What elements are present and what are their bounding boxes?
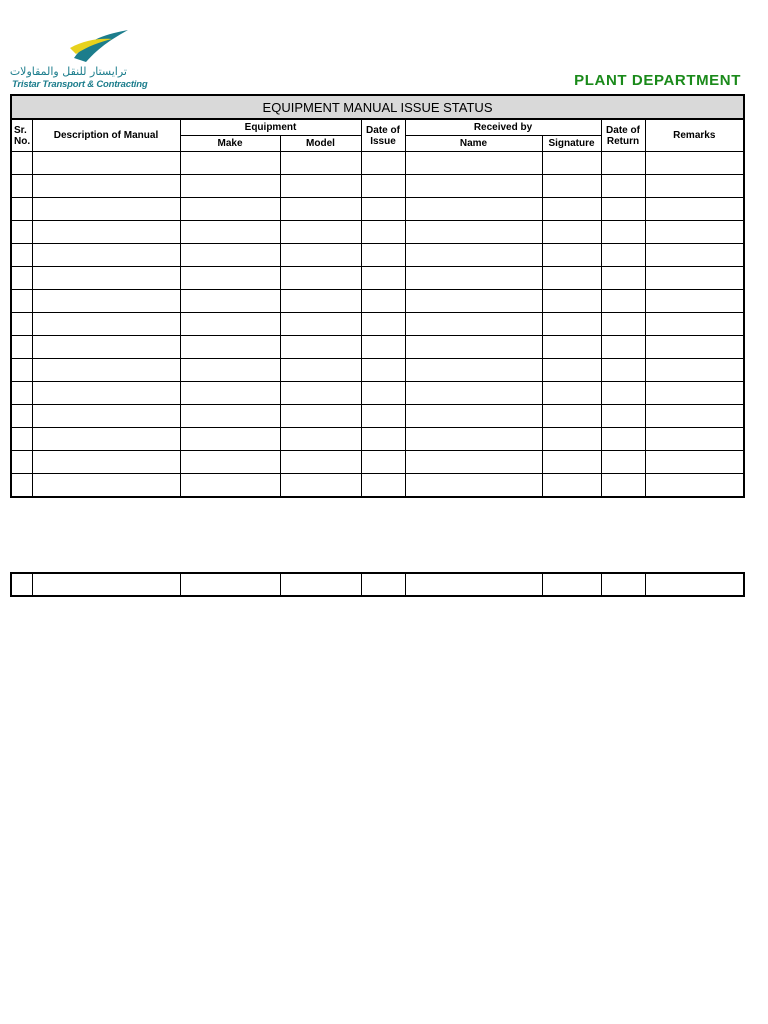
cell-sr-no[interactable] (11, 405, 32, 428)
cell-signature[interactable] (542, 451, 601, 474)
cell-model[interactable] (280, 428, 361, 451)
cell-description[interactable] (32, 198, 180, 221)
cell-date-of-return[interactable] (601, 290, 645, 313)
cell-description[interactable] (32, 451, 180, 474)
cell-remarks[interactable] (645, 451, 744, 474)
cell-name[interactable] (405, 382, 542, 405)
cell-date-of-return[interactable] (601, 267, 645, 290)
cell-description[interactable] (32, 290, 180, 313)
cell-remarks[interactable] (645, 290, 744, 313)
cell-signature[interactable] (542, 313, 601, 336)
cell-name[interactable] (405, 428, 542, 451)
cell-remarks[interactable] (645, 573, 744, 596)
cell-description[interactable] (32, 474, 180, 498)
cell-date-of-return[interactable] (601, 221, 645, 244)
cell-signature[interactable] (542, 198, 601, 221)
cell-make[interactable] (180, 336, 280, 359)
department-title: PLANT DEPARTMENT (574, 72, 741, 89)
cell-signature[interactable] (542, 221, 601, 244)
cell-remarks[interactable] (645, 336, 744, 359)
cell-date-of-issue[interactable] (361, 313, 405, 336)
cell-sr-no[interactable] (11, 198, 32, 221)
cell-make[interactable] (180, 428, 280, 451)
cell-model[interactable] (280, 267, 361, 290)
cell-description[interactable] (32, 221, 180, 244)
cell-name[interactable] (405, 152, 542, 175)
cell-model[interactable] (280, 573, 361, 596)
cell-model[interactable] (280, 198, 361, 221)
cell-signature[interactable] (542, 336, 601, 359)
table-row (11, 313, 744, 336)
header-equipment: Equipment (180, 119, 361, 136)
cell-date-of-issue[interactable] (361, 175, 405, 198)
cell-date-of-issue[interactable] (361, 244, 405, 267)
cell-sr-no[interactable] (11, 244, 32, 267)
cell-date-of-issue[interactable] (361, 573, 405, 596)
table-row (11, 221, 744, 244)
cell-sr-no[interactable] (11, 428, 32, 451)
cell-date-of-issue[interactable] (361, 428, 405, 451)
table-row (11, 451, 744, 474)
cell-date-of-issue[interactable] (361, 474, 405, 498)
cell-sr-no[interactable] (11, 152, 32, 175)
cell-signature[interactable] (542, 290, 601, 313)
cell-date-of-issue[interactable] (361, 290, 405, 313)
header-remarks: Remarks (645, 119, 744, 152)
header-make: Make (180, 136, 280, 152)
cell-signature[interactable] (542, 405, 601, 428)
cell-description[interactable] (32, 405, 180, 428)
cell-make[interactable] (180, 451, 280, 474)
cell-date-of-issue[interactable] (361, 198, 405, 221)
cell-date-of-return[interactable] (601, 451, 645, 474)
header-model: Model (280, 136, 361, 152)
cell-name[interactable] (405, 313, 542, 336)
cell-date-of-return[interactable] (601, 474, 645, 498)
cell-remarks[interactable] (645, 405, 744, 428)
header-signature: Signature (542, 136, 601, 152)
cell-remarks[interactable] (645, 244, 744, 267)
cell-date-of-return[interactable] (601, 359, 645, 382)
cell-model[interactable] (280, 359, 361, 382)
cell-signature[interactable] (542, 244, 601, 267)
cell-remarks[interactable] (645, 198, 744, 221)
cell-date-of-return[interactable] (601, 198, 645, 221)
cell-description[interactable] (32, 428, 180, 451)
cell-model[interactable] (280, 290, 361, 313)
cell-name[interactable] (405, 573, 542, 596)
cell-date-of-return[interactable] (601, 382, 645, 405)
cell-make[interactable] (180, 313, 280, 336)
cell-date-of-issue[interactable] (361, 382, 405, 405)
cell-date-of-return[interactable] (601, 336, 645, 359)
cell-remarks[interactable] (645, 313, 744, 336)
header-date-of-return: Date of Return (601, 119, 645, 152)
cell-description[interactable] (32, 336, 180, 359)
cell-remarks[interactable] (645, 175, 744, 198)
cell-name[interactable] (405, 290, 542, 313)
cell-remarks[interactable] (645, 267, 744, 290)
cell-name[interactable] (405, 336, 542, 359)
cell-model[interactable] (280, 474, 361, 498)
table-row (11, 175, 744, 198)
cell-make[interactable] (180, 573, 280, 596)
manual-issue-table-continued (10, 572, 745, 597)
cell-make[interactable] (180, 267, 280, 290)
table-row (11, 573, 744, 596)
cell-make[interactable] (180, 290, 280, 313)
table-body (11, 152, 744, 498)
header-sr-no: Sr. No. (11, 119, 32, 152)
logo-arabic-name: ترايستار للنقل والمقاولات (9, 65, 127, 78)
table-row (11, 382, 744, 405)
cell-make[interactable] (180, 198, 280, 221)
cell-name[interactable] (405, 221, 542, 244)
cell-name[interactable] (405, 359, 542, 382)
cell-description[interactable] (32, 573, 180, 596)
table-row (11, 405, 744, 428)
cell-description[interactable] (32, 267, 180, 290)
cell-date-of-return[interactable] (601, 244, 645, 267)
cell-date-of-issue[interactable] (361, 267, 405, 290)
cell-name[interactable] (405, 474, 542, 498)
cell-remarks[interactable] (645, 428, 744, 451)
cell-description[interactable] (32, 244, 180, 267)
cell-date-of-return[interactable] (601, 405, 645, 428)
cell-model[interactable] (280, 405, 361, 428)
cell-make[interactable] (180, 474, 280, 498)
cell-signature[interactable] (542, 359, 601, 382)
cell-sr-no[interactable] (11, 474, 32, 498)
cell-signature[interactable] (542, 573, 601, 596)
cell-date-of-issue[interactable] (361, 451, 405, 474)
cell-remarks[interactable] (645, 221, 744, 244)
header-date-of-issue: Date of Issue (361, 119, 405, 152)
header-name: Name (405, 136, 542, 152)
cell-signature[interactable] (542, 428, 601, 451)
cell-model[interactable] (280, 382, 361, 405)
cell-sr-no[interactable] (11, 290, 32, 313)
cell-date-of-issue[interactable] (361, 221, 405, 244)
cell-date-of-issue[interactable] (361, 336, 405, 359)
cell-sr-no[interactable] (11, 382, 32, 405)
table-row (11, 428, 744, 451)
form-title: EQUIPMENT MANUAL ISSUE STATUS (11, 95, 744, 119)
cell-date-of-return[interactable] (601, 573, 645, 596)
cell-sr-no[interactable] (11, 175, 32, 198)
cell-sr-no[interactable] (11, 221, 32, 244)
cell-date-of-issue[interactable] (361, 359, 405, 382)
cell-remarks[interactable] (645, 152, 744, 175)
cell-name[interactable] (405, 175, 542, 198)
cell-date-of-return[interactable] (601, 152, 645, 175)
table-row (11, 336, 744, 359)
cell-name[interactable] (405, 244, 542, 267)
table-row (11, 198, 744, 221)
cell-sr-no[interactable] (11, 267, 32, 290)
logo-english-name: Tristar Transport & Contracting (12, 79, 148, 90)
company-logo (9, 28, 148, 92)
cell-sr-no[interactable] (11, 313, 32, 336)
cell-name[interactable] (405, 405, 542, 428)
cell-model[interactable] (280, 451, 361, 474)
cell-sr-no[interactable] (11, 451, 32, 474)
table-row (11, 359, 744, 382)
cell-remarks[interactable] (645, 474, 744, 498)
table-body-continued (11, 573, 744, 596)
cell-name[interactable] (405, 451, 542, 474)
tristar-swoosh-icon (66, 28, 132, 64)
cell-model[interactable] (280, 244, 361, 267)
cell-signature[interactable] (542, 175, 601, 198)
cell-model[interactable] (280, 313, 361, 336)
cell-make[interactable] (180, 244, 280, 267)
header-description: Description of Manual (32, 119, 180, 152)
cell-description[interactable] (32, 382, 180, 405)
cell-model[interactable] (280, 175, 361, 198)
cell-make[interactable] (180, 221, 280, 244)
cell-make[interactable] (180, 152, 280, 175)
cell-description[interactable] (32, 359, 180, 382)
header-received-by: Received by (405, 119, 601, 136)
cell-model[interactable] (280, 152, 361, 175)
cell-make[interactable] (180, 175, 280, 198)
cell-sr-no[interactable] (11, 573, 32, 596)
cell-date-of-return[interactable] (601, 428, 645, 451)
table-row (11, 152, 744, 175)
cell-signature[interactable] (542, 474, 601, 498)
table-row (11, 244, 744, 267)
cell-model[interactable] (280, 336, 361, 359)
cell-make[interactable] (180, 382, 280, 405)
cell-description[interactable] (32, 175, 180, 198)
cell-name[interactable] (405, 198, 542, 221)
manual-issue-table (10, 94, 745, 498)
cell-date-of-return[interactable] (601, 313, 645, 336)
cell-sr-no[interactable] (11, 359, 32, 382)
cell-name[interactable] (405, 267, 542, 290)
cell-signature[interactable] (542, 267, 601, 290)
cell-date-of-issue[interactable] (361, 405, 405, 428)
cell-remarks[interactable] (645, 359, 744, 382)
cell-remarks[interactable] (645, 382, 744, 405)
cell-signature[interactable] (542, 382, 601, 405)
cell-date-of-return[interactable] (601, 175, 645, 198)
cell-date-of-issue[interactable] (361, 152, 405, 175)
cell-make[interactable] (180, 359, 280, 382)
cell-sr-no[interactable] (11, 336, 32, 359)
table-row (11, 290, 744, 313)
cell-make[interactable] (180, 405, 280, 428)
table-row (11, 267, 744, 290)
table-row (11, 474, 744, 498)
cell-model[interactable] (280, 221, 361, 244)
cell-description[interactable] (32, 313, 180, 336)
cell-description[interactable] (32, 152, 180, 175)
cell-signature[interactable] (542, 152, 601, 175)
